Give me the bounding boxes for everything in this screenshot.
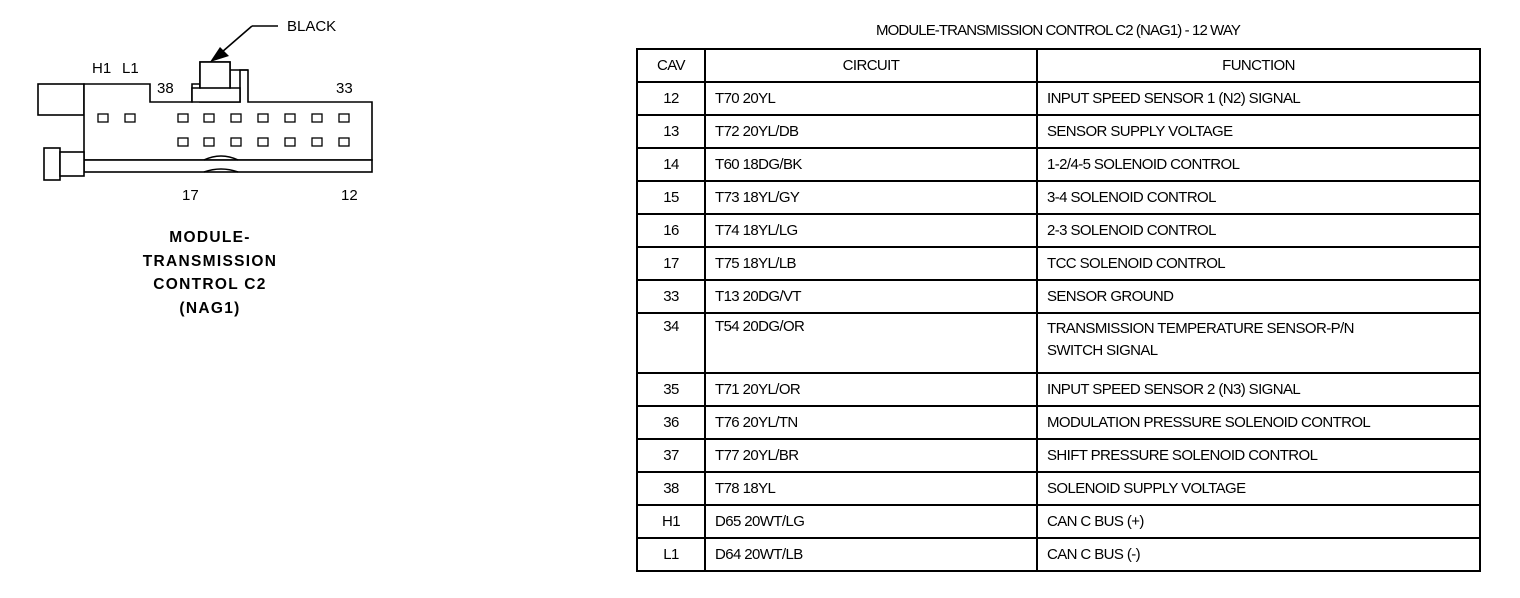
pin-cavity — [98, 114, 108, 122]
cell-circuit: T71 20YL/OR — [705, 373, 1037, 406]
cell-circuit: T60 18DG/BK — [705, 148, 1037, 181]
cell-cav: 16 — [637, 214, 705, 247]
pin-cavity — [178, 138, 188, 146]
pin-label-33: 33 — [336, 80, 353, 97]
table-row — [637, 148, 1480, 181]
pin-label-h1: H1 — [92, 60, 112, 77]
pin-cavity — [312, 138, 322, 146]
table-row — [637, 214, 1480, 247]
cell-circuit: T77 20YL/BR — [705, 439, 1037, 472]
cell-circuit: T73 18YL/GY — [705, 181, 1037, 214]
cell-function-line: TRANSMISSION TEMPERATURE SENSOR-P/N — [1047, 320, 1354, 337]
pin-cavity — [339, 114, 349, 122]
pin-cavity — [285, 114, 295, 122]
table-row — [637, 472, 1480, 505]
cell-circuit: T78 18YL — [705, 472, 1037, 505]
connector-lower-latch-arm — [60, 152, 84, 176]
cell-function: SENSOR GROUND — [1037, 280, 1480, 313]
cell-circuit: T74 18YL/LG — [705, 214, 1037, 247]
pin-cavity — [204, 114, 214, 122]
cell-circuit: T72 20YL/DB — [705, 115, 1037, 148]
pin-cavity — [178, 114, 188, 122]
cell-circuit: T54 20DG/OR — [705, 313, 1037, 373]
cell-circuit: D64 20WT/LB — [705, 538, 1037, 571]
connector-title-line: CONTROL C2 — [153, 276, 267, 293]
cell-cav: 14 — [637, 148, 705, 181]
pin-cavity — [231, 114, 241, 122]
pin-cavity — [258, 138, 268, 146]
table-row — [637, 82, 1480, 115]
table-row — [637, 313, 1480, 373]
table-row — [637, 406, 1480, 439]
cell-circuit: T70 20YL — [705, 82, 1037, 115]
connector-lower-latch — [44, 148, 60, 180]
cell-circuit: T76 20YL/TN — [705, 406, 1037, 439]
pin-cavity — [258, 114, 268, 122]
table-row — [637, 505, 1480, 538]
pin-label-17: 17 — [182, 187, 199, 204]
table-header-row — [637, 49, 1480, 82]
header-function: FUNCTION — [1037, 49, 1480, 82]
table-row — [637, 247, 1480, 280]
pinout-table — [636, 48, 1481, 572]
cell-cav: 12 — [637, 82, 705, 115]
table-title: MODULE-TRANSMISSION CONTROL C2 (NAG1) - 12 WAY — [876, 22, 1240, 39]
cell-cav: 15 — [637, 181, 705, 214]
cell-function: SENSOR SUPPLY VOLTAGE — [1037, 115, 1480, 148]
cell-function: TCC SOLENOID CONTROL — [1037, 247, 1480, 280]
cell-function: 2-3 SOLENOID CONTROL — [1037, 214, 1480, 247]
table-row — [637, 115, 1480, 148]
cell-cav: 37 — [637, 439, 705, 472]
connector-key-cap — [200, 62, 230, 88]
cell-cav: H1 — [637, 505, 705, 538]
cell-function: SOLENOID SUPPLY VOLTAGE — [1037, 472, 1480, 505]
cell-cav: 33 — [637, 280, 705, 313]
pin-label-12: 12 — [341, 187, 358, 204]
pin-cavity — [312, 114, 322, 122]
pin-cavity — [339, 138, 349, 146]
cell-function: SHIFT PRESSURE SOLENOID CONTROL — [1037, 439, 1480, 472]
cell-cav: L1 — [637, 538, 705, 571]
connector-title-line: MODULE- — [169, 229, 251, 246]
connector-title-line: TRANSMISSION — [142, 252, 278, 270]
cell-function: INPUT SPEED SENSOR 1 (N2) SIGNAL — [1037, 82, 1480, 115]
table-row — [637, 538, 1480, 571]
connector-left-tab — [38, 84, 84, 115]
cell-function-line: SWITCH SIGNAL — [1047, 342, 1158, 359]
cell-function: 1-2/4-5 SOLENOID CONTROL — [1037, 148, 1480, 181]
cell-function — [1037, 313, 1480, 373]
cell-circuit: D65 20WT/LG — [705, 505, 1037, 538]
color-label: BLACK — [287, 18, 337, 35]
color-leader-arrow-line — [222, 26, 252, 52]
cell-function: CAN C BUS (+) — [1037, 505, 1480, 538]
header-cav: CAV — [637, 49, 705, 82]
table-row — [637, 439, 1480, 472]
cell-cav: 17 — [637, 247, 705, 280]
cell-cav: 38 — [637, 472, 705, 505]
cell-cav: 13 — [637, 115, 705, 148]
pin-cavity — [204, 138, 214, 146]
cell-cav: 35 — [637, 373, 705, 406]
cell-cav: 36 — [637, 406, 705, 439]
table-row — [637, 373, 1480, 406]
cell-cav: 34 — [637, 313, 705, 373]
cell-circuit: T75 18YL/LB — [705, 247, 1037, 280]
pin-cavity — [231, 138, 241, 146]
cell-function: INPUT SPEED SENSOR 2 (N3) SIGNAL — [1037, 373, 1480, 406]
cell-circuit: T13 20DG/VT — [705, 280, 1037, 313]
cell-function: 3-4 SOLENOID CONTROL — [1037, 181, 1480, 214]
cell-function: CAN C BUS (-) — [1037, 538, 1480, 571]
connector-title-line: (NAG1) — [179, 299, 241, 317]
pin-cavity — [285, 138, 295, 146]
pin-label-38: 38 — [157, 80, 174, 97]
header-circuit: CIRCUIT — [705, 49, 1037, 82]
table-row — [637, 280, 1480, 313]
connector-title — [110, 226, 310, 320]
pin-label-l1: L1 — [122, 60, 139, 77]
pin-cavity — [125, 114, 135, 122]
table-row — [637, 181, 1480, 214]
cell-function: MODULATION PRESSURE SOLENOID CONTROL — [1037, 406, 1480, 439]
